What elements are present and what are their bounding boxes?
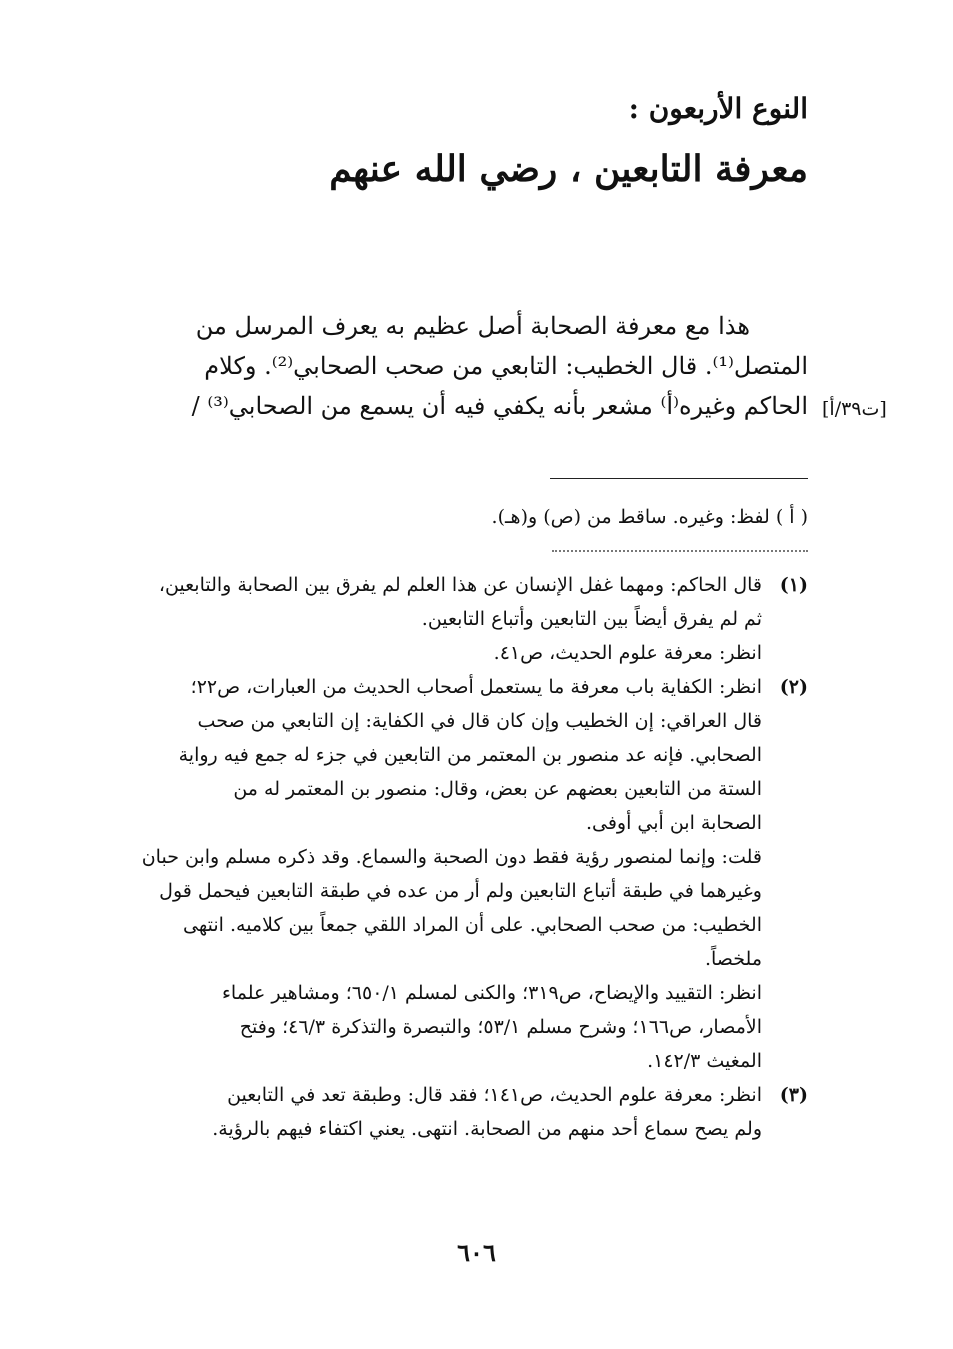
footnote-line: الخطيب: من صحب الصحابي. على أن المراد اللقي جمعاً بين كلاميه. انتهى [183,914,762,936]
footnote-line: ثم لم يفرق أيضاً بين التابعين وأتباع التابعين. [421,608,762,630]
footnotes [113,568,808,1146]
body-line: المتصل⁽¹⁾. قال الخطيب: التابعي من صحب الصحابي⁽²⁾. وكلام [204,352,808,380]
footnote-line: المغيث ١٤٢/٣. [647,1050,762,1072]
footnote-line: ملخصاً. [704,948,762,970]
footnote-number: (٢) [779,676,808,698]
footnote-line: الأمصار، ص١٦٦؛ وشرح مسلم ٥٣/١؛ والتبصرة والتذكرة ٤٦/٣؛ وفتح [239,1016,762,1038]
chapter-label: النوع الأربعون : [628,92,808,125]
footnote-line: ولم يصح سماع أحد منهم من الصحابة. انتهى. يعني اكتفاء فيهم بالرؤية. [212,1118,762,1140]
page-number: ٦٠٦ [457,1238,496,1267]
manuscript-folio-marker: [ت٣٩/أ] [822,398,887,420]
footnote-number: (١) [779,574,808,596]
footnote-line: انظر: معرفة علوم الحديث، ص١٤١؛ فقد قال: وطبقة تعد في التابعين [227,1084,762,1106]
main-paragraph [113,306,808,426]
footnote-1 [113,568,808,670]
footnote-line: انظر: الكفاية باب معرفة ما يستعمل أصحاب الحديث من العبارات، ص٢٢؛ [190,676,762,698]
footnote-line: قال العراقي: إن الخطيب وإن كان قال في الكفاية: إن التابعي من صحب [197,710,762,732]
footnote-separator [550,478,808,479]
body-line: هذا مع معرفة الصحابة أصل عظيم به يعرف المرسل من [195,312,750,340]
footnote-line: انظر: معرفة علوم الحديث، ص٤١. [493,642,762,664]
footnote-line: وغيرهما في طبقة أتباع التابعين ولم أر من عده في طبقة التابعين فيحمل قول [159,880,762,902]
footnote-2 [113,670,808,1078]
footnote-line: الصحابة ابن أبي أوفى. [585,812,762,834]
chapter-title: معرفة التابعين ، رضي الله عنهم [329,148,808,190]
footnote-line: قال الحاكم: ومهما غفل الإنسان عن هذا العلم لم يفرق بين الصحابة والتابعين، [158,574,762,596]
variant-note: ( أ ) لفظ: وغيره. ساقط من (ص) و(هـ). [491,506,808,528]
footnote-line: الصحابي. فإنه عد منصور بن المعتمر من التابعين في جزء له جمع فيه رواية [178,744,762,766]
footnote-line: قلت: وإنما لمنصور رؤية فقط دون الصحبة والسماع. وقد ذكره مسلم وابن حبان [141,846,762,868]
footnote-number: (٣) [779,1084,808,1106]
footnote-line: انظر: التقييد والإيضاح، ص٣١٩؛ والكنى لمسلم ٦٥٠/١؛ ومشاهير علماء [222,982,762,1004]
dotted-separator [552,550,808,552]
body-line: الحاكم وغيره⁽أ⁾ مشعر بأنه يكفي فيه أن يسمع من الصحابي⁽³⁾ / [191,392,808,420]
footnote-line: الستة من التابعين بعضهم عن بعض، وقال: منصور بن المعتمر له من [233,778,762,800]
footnote-3 [113,1078,808,1146]
